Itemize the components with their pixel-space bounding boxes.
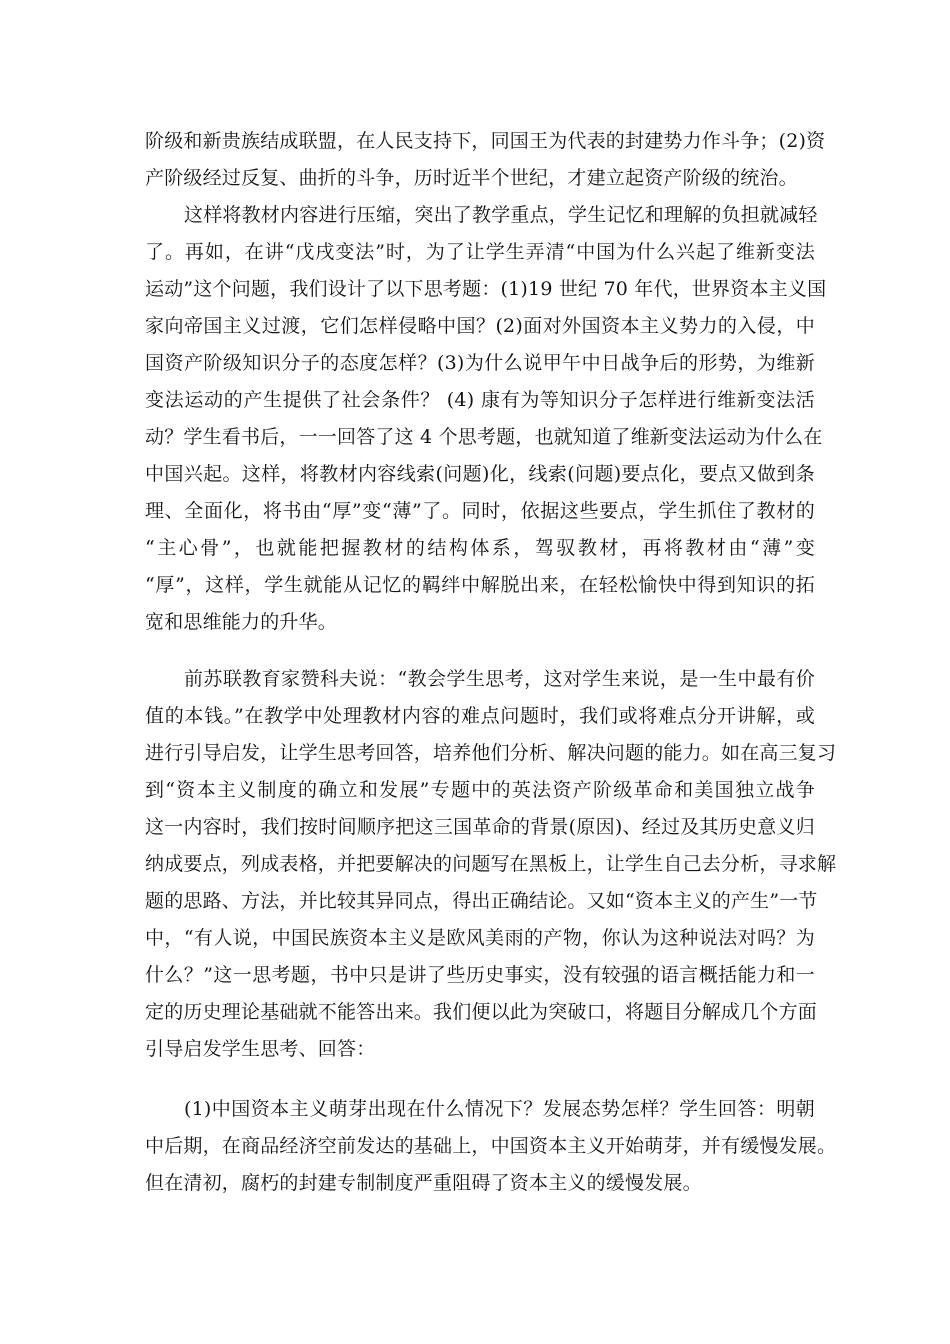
text-line: 运动”这个问题，我们设计了以下思考题：(1)19 世纪 70 年代，世界资本主义国	[145, 278, 827, 300]
text-line: 动？学生看书后，一一回答了这 4 个思考题，也就知道了维新变法运动为什么在	[145, 426, 823, 448]
text-line: 了。再如，在讲“戊戌变法”时，为了让学生弄清“中国为什么兴起了维新变法	[145, 241, 815, 263]
text-line: “主心骨”，也就能把握教材的结构体系，驾驭教材，再将教材由“薄”变	[145, 537, 815, 559]
text-line: 引导启发学生思考、回答：	[145, 1038, 376, 1060]
text-line: 阶级和新贵族结成联盟，在人民支持下，同国王为代表的封建势力作斗争；(2)资	[145, 130, 826, 152]
text-line: 国资产阶级知识分子的态度怎样？(3)为什么说甲午中日战争后的形势，为维新	[145, 352, 815, 374]
text-line: “厚”，这样，学生就能从记忆的羁绊中解脱出来，在轻松愉快中得到知识的拓	[145, 574, 815, 596]
text-line: 中，“有人说，中国民族资本主义是欧风美雨的产物，你认为这种说法对吗？为	[145, 927, 815, 949]
text-line: 纳成要点，列成表格，并把要解决的问题写在黑板上，让学生自己去分析，寻求解	[145, 853, 837, 875]
text-line: (1)中国资本主义萌芽出现在什么情况下？发展态势怎样？学生回答：明朝	[184, 1098, 815, 1120]
text-line: 这一内容时，我们按时间顺序把这三国革命的背景(原因)、经过及其历史意义归	[145, 816, 815, 838]
text-line: 进行引导启发，让学生思考回答，培养他们分析、解决问题的能力。如在高三复习	[145, 742, 837, 764]
text-line: 产阶级经过反复、曲折的斗争，历时近半个世纪，才建立起资产阶级的统治。	[145, 167, 798, 189]
text-line: 理、全面化，将书由“厚”变“薄”了。同时，依据这些要点，学生抓住了教材的	[145, 500, 815, 522]
text-line: 到“资本主义制度的确立和发展”专题中的英法资产阶级革命和美国独立战争	[145, 779, 815, 801]
text-line: 值的本钱。”在教学中处理教材内容的难点问题时，我们或将难点分开讲解，或	[145, 705, 815, 727]
text-line: 中国兴起。这样，将教材内容线索(问题)化，线索(问题)要点化，要点又做到条	[145, 463, 815, 485]
text-line: 家向帝国主义过渡，它们怎样侵略中国？(2)面对外国资本主义势力的入侵，中	[145, 315, 815, 337]
text-line: 定的历史理论基础就不能答出来。我们便以此为突破口，将题目分解成几个方面	[145, 1001, 818, 1023]
text-line: 前苏联教育家赞科夫说：“教会学生思考，这对学生来说，是一生中最有价	[184, 668, 815, 690]
text-line: 这样将教材内容进行压缩，突出了教学重点，学生记忆和理解的负担就减轻	[184, 204, 818, 226]
text-line: 题的思路、方法，并比较其异同点，得出正确结论。又如“资本主义的产生”一节	[145, 890, 818, 912]
text-line: 什么？”这一思考题，书中只是讲了些历史事实，没有较强的语言概括能力和一	[145, 964, 815, 986]
text-line: 变法运动的产生提供了社会条件？ (4) 康有为等知识分子怎样进行维新变法活	[145, 389, 815, 411]
text-line: 宽和思维能力的升华。	[145, 611, 338, 633]
text-line: 中后期，在商品经济空前发达的基础上，中国资本主义开始萌芽，并有缓慢发展。	[145, 1135, 837, 1157]
text-line: 但在清初，腐朽的封建专制制度严重阻碍了资本主义的缓慢发展。	[145, 1172, 702, 1194]
